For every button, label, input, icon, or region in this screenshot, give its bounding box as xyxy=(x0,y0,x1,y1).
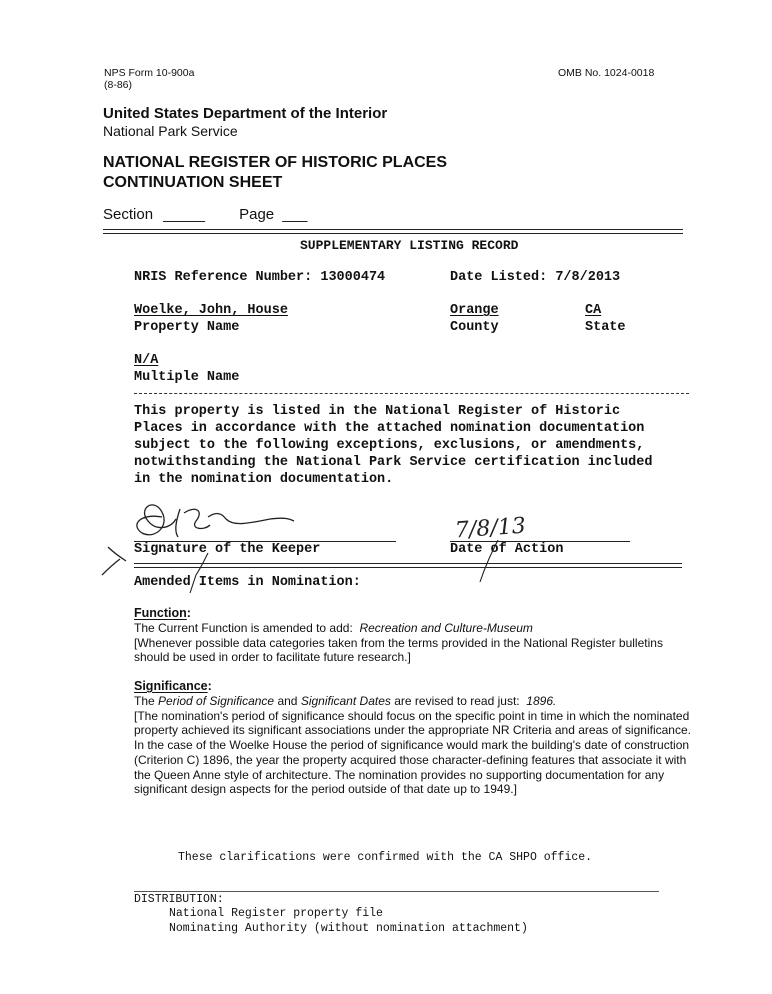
page-title: NATIONAL REGISTER OF HISTORIC PLACES xyxy=(103,154,448,171)
page-blank: ___ xyxy=(282,206,308,223)
date-action-handwritten: 7/8/13 xyxy=(454,513,527,544)
significance-note-line: In the case of the Woelke House the period of significance would mark the building's date of construction xyxy=(134,738,690,753)
sig-period: Period of Significance xyxy=(158,694,275,708)
date-listed-label: Date Listed: xyxy=(450,270,548,285)
function-amendment xyxy=(134,621,663,636)
statement-line: This property is listed in the National Register of Historic xyxy=(134,404,621,419)
listing-statement xyxy=(134,403,652,488)
form-number-text: NPS Form 10-900a xyxy=(104,67,195,79)
record-heading: SUPPLEMENTARY LISTING RECORD xyxy=(300,238,519,253)
section-blank: _____ xyxy=(163,206,205,223)
statement-line: notwithstanding the National Park Service certification included xyxy=(134,455,653,470)
nris-label: NRIS Reference Number: xyxy=(134,270,313,285)
significance-note-line: the Queen Anne style of architecture. The nomination provides no supporting documentation for any xyxy=(134,767,665,782)
significance-body xyxy=(134,694,691,797)
nris-reference xyxy=(134,270,385,285)
property-name-label: Property Name xyxy=(134,320,240,335)
function-body xyxy=(134,621,663,665)
county-label: County xyxy=(450,320,499,335)
department-name: United States Department of the Interior xyxy=(103,105,388,122)
sig-the: The xyxy=(134,694,155,708)
statement-line: subject to the following exceptions, exclusions, or amendments, xyxy=(134,438,645,453)
state-value: CA xyxy=(585,303,602,318)
top-double-rule xyxy=(103,229,683,234)
middle-double-rule xyxy=(134,563,682,568)
significance-note-line: property achieved its significant associations under the appropriate NR Criteria and areas of significance. xyxy=(134,723,691,738)
page-label: Page xyxy=(239,206,275,223)
sig-rest: are revised to read just: xyxy=(394,694,520,708)
significance-heading-text: Significance xyxy=(134,679,208,693)
date-listed-value: 7/8/2013 xyxy=(555,270,621,285)
function-heading-colon: : xyxy=(186,606,191,620)
significance-note-line: significant design aspects for the period outside of that date up to 1949.] xyxy=(134,782,517,797)
function-note-line: should be used in order to facilitate future research.] xyxy=(134,650,411,665)
date-action-label: Date of Action xyxy=(450,542,564,557)
sig-and: and xyxy=(277,694,298,708)
clarification-note: These clarifications were confirmed with the CA SHPO office. xyxy=(178,851,593,864)
form-date-text: (8-86) xyxy=(104,79,133,91)
date-listed xyxy=(450,270,620,285)
section-field xyxy=(103,206,307,223)
sig-year: 1896. xyxy=(526,694,557,708)
omb-number: OMB No. 1024-0018 xyxy=(558,67,655,79)
significance-note-line: (Criterion C) 1896, the year the property acquired those character-defining features that associate it with xyxy=(134,752,687,767)
distribution-label: DISTRIBUTION: xyxy=(134,893,224,906)
distribution-list xyxy=(169,907,528,936)
statement-line: in the nomination documentation. xyxy=(134,472,394,487)
list-item: National Register property file xyxy=(169,907,383,920)
distribution-rule xyxy=(134,891,659,892)
nris-value: 13000474 xyxy=(320,270,386,285)
multiple-name-value: N/A xyxy=(134,353,159,368)
significance-note-line: [The nomination's period of significance should focus on the specific point in time in which the nominated xyxy=(134,708,690,723)
signature-label: Signature of the Keeper xyxy=(134,542,321,557)
property-name-value: Woelke, John, House xyxy=(134,303,288,318)
function-heading xyxy=(134,606,191,620)
list-item: Nominating Authority (without nomination attachment) xyxy=(169,921,528,935)
multiple-name-label: Multiple Name xyxy=(134,370,240,385)
significance-amendment xyxy=(134,694,691,709)
significance-heading-colon: : xyxy=(207,679,212,693)
function-note-line: [Whenever possible data categories taken from the terms provided in the National Register bulletins xyxy=(134,635,663,650)
dashed-separator xyxy=(134,393,689,394)
statement-line: Places in accordance with the attached nomination documentation xyxy=(134,421,645,436)
significance-heading xyxy=(134,679,212,693)
amended-heading: Amended Items in Nomination: xyxy=(134,575,361,590)
function-value: Recreation and Culture-Museum xyxy=(359,621,533,635)
page-subtitle: CONTINUATION SHEET xyxy=(103,174,283,191)
sig-dates: Significant Dates xyxy=(300,694,391,708)
form-number xyxy=(104,67,194,91)
section-label: Section xyxy=(103,206,154,223)
function-prefix: The Current Function is amended to add: xyxy=(134,621,353,635)
service-name: National Park Service xyxy=(103,123,238,139)
state-label: State xyxy=(585,320,626,335)
function-heading-text: Function xyxy=(134,606,187,620)
county-value: Orange xyxy=(450,303,499,318)
